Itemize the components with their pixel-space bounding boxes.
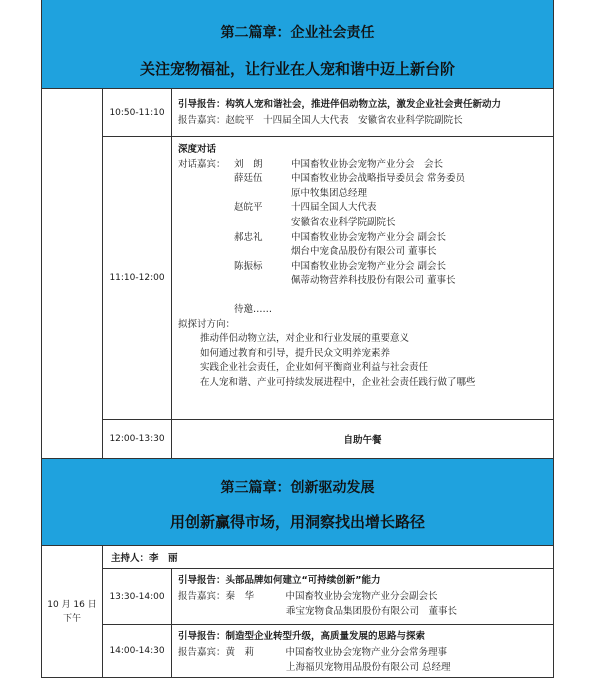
- guest-role: 佩蒂动物营养科技股份有限公司 董事长: [291, 275, 456, 287]
- speaker-name: 秦 华: [225, 590, 255, 602]
- chapter2-date-cell: [42, 89, 103, 459]
- guest-role: 中国畜牧业协会宠物产业分会 会长: [291, 158, 444, 170]
- guest-name: 薛廷伍: [234, 173, 263, 185]
- dialogue-title: 深度对话: [178, 144, 217, 155]
- host-row: [103, 546, 553, 569]
- agenda-row-dialogue: [103, 137, 553, 420]
- guest-role: 烟台中宠食品股份有限公司 董事长: [291, 246, 437, 258]
- speaker-role: 中国畜牧业协会宠物产业分会副会长: [285, 590, 438, 602]
- agenda-row-talk1: [103, 569, 553, 625]
- speaker-role: 中国畜牧业协会宠物产业分会常务理事: [285, 646, 448, 658]
- speaker-label: 报告嘉宾：: [178, 590, 226, 602]
- date-cell: [42, 546, 103, 678]
- time-cell: 12:00-13:30: [103, 420, 172, 458]
- guest-role: 中国畜牧业协会战略指导委员会 常务委员: [291, 173, 466, 185]
- guest-role: 中国畜牧业协会宠物产业分会 副会长: [291, 231, 447, 243]
- chapter3-subtitle: 用创新赢得市场，用洞察找出增长路径: [169, 513, 425, 531]
- lunch-label: 自助午餐: [343, 435, 382, 446]
- speaker-label: 报告嘉宾：: [178, 115, 226, 126]
- topics-label: 拟探讨方向：: [178, 318, 236, 330]
- speaker-label: 报告嘉宾：: [178, 646, 226, 658]
- agenda-row-talk2: [103, 625, 553, 678]
- guest-name: 刘 朗: [234, 158, 263, 170]
- speaker-role: 乖宝宠物食品集团股份有限公司 董事长: [286, 606, 458, 617]
- speaker-line: [178, 113, 547, 129]
- chapter3-rows: [42, 546, 553, 678]
- topic-item: 如何通过教育和引导，提升民众文明养宠素养: [200, 347, 391, 359]
- chapter2-title: 第二篇章：企业社会责任: [220, 25, 375, 41]
- time-cell: 10:50-11:10: [103, 89, 172, 136]
- chapter3-title: 第三篇章：创新驱动发展: [220, 480, 375, 496]
- pending-guests: 待邀……: [234, 303, 273, 315]
- guest-name: 陈振标: [234, 260, 263, 272]
- speaker-name: 黄 莉: [225, 646, 255, 658]
- chapter3-banner: [42, 459, 553, 546]
- guest-role: 中国畜牧业协会宠物产业分会 副会长: [291, 260, 447, 272]
- speaker-name: 赵皖平: [225, 115, 255, 126]
- agenda-table: [41, 0, 554, 678]
- chapter2-subtitle: 关注宠物福祉，让行业在人宠和谐中迈上新台阶: [139, 60, 455, 78]
- guest-name: 郝忠礼: [234, 231, 263, 243]
- report-title: 引导报告：构筑人宠和谐社会，推进伴侣动物立法，激发企业社会责任新动力: [178, 99, 502, 110]
- report-title: 引导报告：头部品牌如何建立“可持续创新”能力: [178, 575, 381, 586]
- topic-item: 在人宠和谐、产业可持续发展进程中，企业社会责任践行做了哪些: [200, 376, 476, 388]
- agenda-row-lunch: [103, 420, 553, 459]
- chapter2-banner: [42, 0, 553, 89]
- chapter2-rows: [42, 89, 553, 459]
- guests-label: 对话嘉宾：: [178, 158, 226, 170]
- guest-name: 赵皖平: [234, 202, 263, 214]
- agenda-row-guide: [103, 89, 553, 137]
- date-day: 10 月 16 日: [47, 599, 97, 610]
- speaker-role: 上海福贝宠物用品股份有限公司 总经理: [286, 662, 451, 673]
- time-cell: 11:10-12:00: [103, 137, 172, 419]
- date-period: 下午: [62, 613, 81, 624]
- report-title: 引导报告：制造型企业转型升级，高质量发展的思路与探索: [178, 631, 426, 642]
- guest-role: 安徽省农业科学院副院长: [291, 216, 396, 228]
- guest-role: 原中牧集团总经理: [291, 187, 368, 199]
- topic-item: 推动伴侣动物立法，对企业和行业发展的重要意义: [200, 333, 410, 345]
- host-name: 主持人：李 丽: [111, 553, 178, 564]
- guest-role: 十四届全国人大代表: [291, 202, 377, 214]
- time-cell: 14:00-14:30: [103, 625, 172, 677]
- time-cell: 13:30-14:00: [103, 569, 172, 624]
- topic-item: 实践企业社会责任，企业如何平衡商业利益与社会责任: [200, 362, 429, 374]
- speaker-role: 十四届全国人大代表 安徽省农业科学院副院长: [263, 115, 463, 126]
